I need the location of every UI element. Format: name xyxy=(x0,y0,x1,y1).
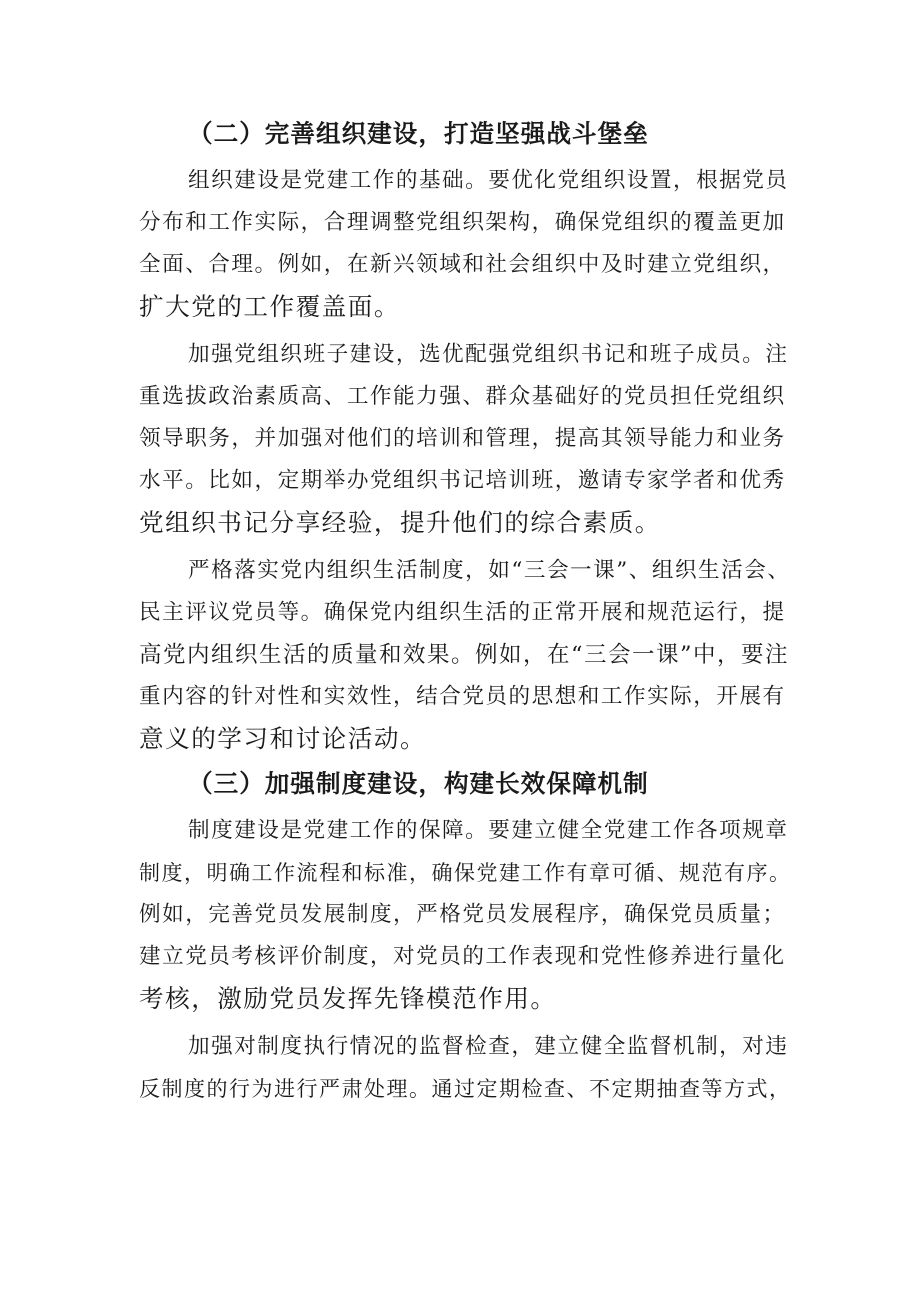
paragraph-line: 加强对制度执行情况的监督检查，建立健全监督机制，对违 xyxy=(188,1034,789,1059)
paragraph-line: 高党内组织生活的质量和效果。例如，在“三会一课”中，要注 xyxy=(139,642,790,668)
paragraph-line: 水平。比如，定期举办党组织书记培训班，邀请专家学者和优秀 xyxy=(139,468,786,493)
paragraph-line: 严格落实党内组织生活制度，如“三会一课”、组织生活会、 xyxy=(188,558,791,583)
section-heading-3: （三）加强制度建设，构建长效保障机制 xyxy=(188,769,649,798)
paragraph-line: 制度，明确工作流程和标准，确保党建工作有章可循、规范有序。 xyxy=(139,861,792,885)
paragraph-line: 组织建设是党建工作的基础。要优化党组织设置，根据党员 xyxy=(188,168,789,193)
paragraph-line: 重内容的针对性和实效性，结合党员的思想和工作实际，开展有 xyxy=(139,684,786,709)
paragraph-line: 重选拔政治素质高、工作能力强、群众基础好的党员担任党组织 xyxy=(139,384,786,409)
section-heading-2: （二）完善组织建设，打造坚强战斗堡垒 xyxy=(188,119,649,148)
paragraph-line: 扩大党的工作覆盖面。 xyxy=(139,292,400,321)
paragraph-line: 全面、合理。例如，在新兴领域和社会组织中及时建立党组织， xyxy=(139,252,786,277)
paragraph-line: 建立党员考核评价制度，对党员的工作表现和党性修养进行量化 xyxy=(139,944,786,969)
paragraph-line: 领导职务，并加强对他们的培训和管理，提高其领导能力和业务 xyxy=(139,426,786,451)
paragraph-line: 反制度的行为进行严肃处理。通过定期检查、不定期抽查等方式， xyxy=(139,1077,792,1101)
paragraph-line: 考核，激励党员发挥先锋模范作用。 xyxy=(139,984,557,1013)
paragraph-line: 分布和工作实际，合理调整党组织架构，确保党组织的覆盖更加 xyxy=(139,210,786,235)
paragraph-line: 例如，完善党员发展制度，严格党员发展程序，确保党员质量； xyxy=(139,902,786,927)
paragraph-line: 意义的学习和讨论活动。 xyxy=(139,724,427,753)
paragraph-line: 党组织书记分享经验，提升他们的综合素质。 xyxy=(139,508,661,537)
paragraph-line: 民主评议党员等。确保党内组织生活的正常开展和规范运行，提 xyxy=(139,600,786,625)
paragraph-line: 制度建设是党建工作的保障。要建立健全党建工作各项规章 xyxy=(188,818,789,843)
paragraph-line: 加强党组织班子建设，选优配强党组织书记和班子成员。注 xyxy=(188,342,789,367)
